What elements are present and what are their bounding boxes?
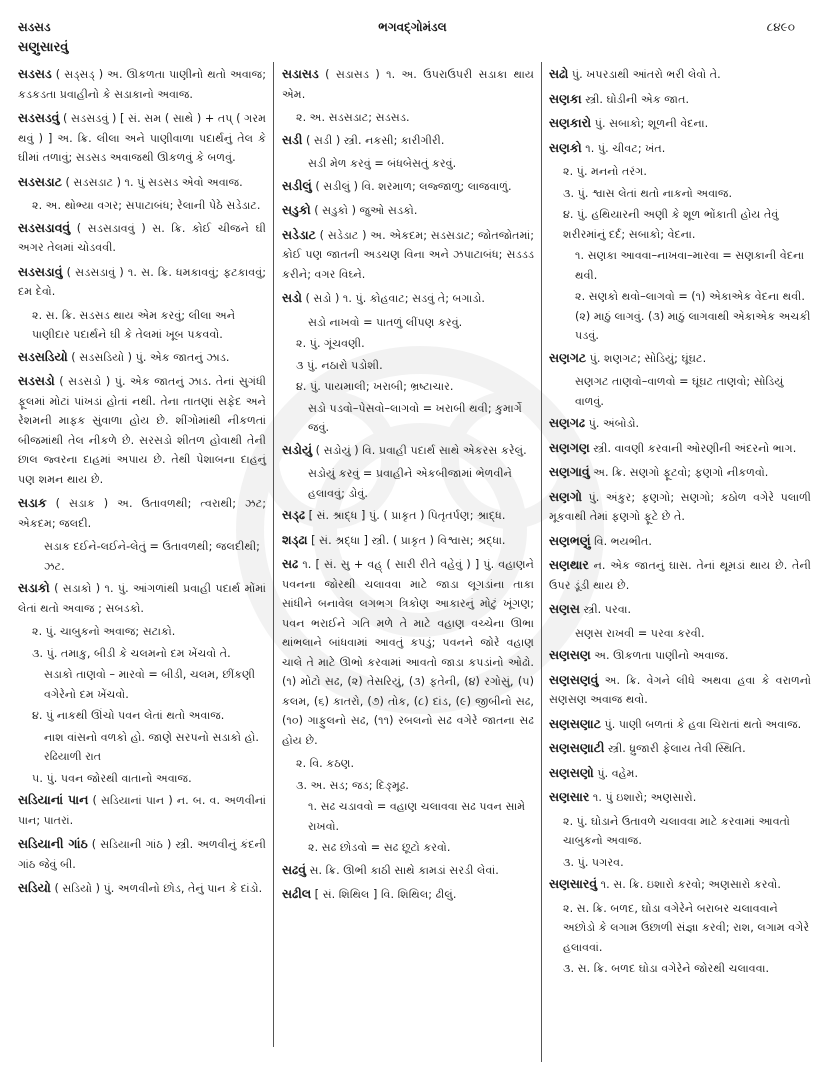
definition-text: સડી મેળ કરવું = બંધબેસતું કરવું. (308, 157, 457, 170)
dictionary-entry (549, 787, 811, 808)
page-number: ૮૪૯૦ (766, 20, 795, 34)
dictionary-entry (549, 113, 811, 134)
dictionary-entry (549, 64, 811, 85)
definition-text: પું. સબાકો; શૂળની વેદના. (594, 117, 709, 130)
definition-text: ( સડ્સડ્ ) અ. ઊકળતા પાણીનો થતો અવાજ; કડકડતા પ્રવાહીનો કે સડાકાનો અવાજ. (18, 68, 266, 101)
phrase-example (282, 154, 534, 174)
definition-text: ( સડસડિયો ) પું. એક જાતનું ઝાડ. (71, 350, 230, 364)
phrase-example (282, 464, 534, 503)
definition-text: ૪. પું. પાયમાલી; ખરાબી; ભ્રષ્ટાચાર. (296, 380, 454, 393)
headword: સણગણ (549, 439, 590, 455)
headword: સણસણ (549, 647, 591, 662)
definition-text: ( સડિયાની ગાંઠ ) સ્ત્રી. અળવીનું કંદની ગાંઠ જેવું બી. (18, 838, 266, 871)
definition-text: ૩ પું. નઠારો પડોશી. (296, 358, 383, 372)
column-divider (273, 62, 274, 1047)
dictionary-entry (282, 176, 534, 197)
sub-sense (549, 162, 811, 182)
dictionary-entry (282, 860, 534, 881)
column-1 (18, 64, 266, 1063)
definition-text: ૧. સઢ ચડાવવો = વહાણ ચલાવવા સઢ પવન સામે રાખવો. (308, 800, 526, 833)
headword: સડાક (18, 495, 47, 510)
definition-text: સડાકો તાણવો – મારવો = બીડી, ચલમ, છીંકણી વગેરેનો દમ ખેંચવો. (44, 668, 256, 701)
definition-text: ( સડસડાટ ) ૧. પું સડસડ એવો અવાજ. (65, 175, 243, 189)
definition-text: ( સડાકો ) ૧. પું. આંગળાંથી પ્રવાહી પદાર્થ મોંમાં લેતાં થતો અવાજ ; સબડકો. (18, 582, 266, 615)
headword: સણકા (549, 90, 582, 106)
sub-sense (282, 108, 534, 128)
definition-text: ૫. પું. પવન જોરથી વાતાનો અવાજ. (32, 771, 192, 785)
definition-text: સડોયું કરવું = પ્રવાહીને એકબીજામાં ભેળવીને હલાવવું; ડોવું. (308, 467, 512, 500)
headword: સડસડાટ (18, 173, 62, 189)
dictionary-entry (18, 878, 266, 899)
sub-sense (282, 334, 534, 354)
headword: સડસડાવવું (18, 219, 71, 235)
definition-text: અ. ઊકળતા પાણીનો અવાજ. (594, 649, 729, 662)
definition-text: પું. શણગટ; સોડિયું; ઘૂંઘટ. (589, 351, 707, 365)
dictionary-entry (18, 371, 266, 489)
headword: સણગઢ (549, 415, 586, 430)
dictionary-entry (18, 172, 266, 193)
headword: સણકો (549, 139, 582, 155)
definition-text: ૩. અ. સડ; જડ; દિઙ્મૂઢ. (296, 778, 409, 792)
definition-text: [ સં. શ્રાદ્ધ ] પું. ( પ્રાકૃત ) પિતૃતર્પણ; શ્રાદ્ધ. (308, 509, 506, 522)
definition-text: ૧. સ. ક્રિ. ઇશારો કરવો; અણસારો કરવો. (600, 878, 781, 891)
headword: સડુકો (282, 202, 311, 217)
headword: સણસણવું (549, 671, 599, 687)
phrase-example (282, 313, 534, 333)
definition-text: પું. અંકુર; ફણગો; સણગો; કઠોળ વગેરે પલાળી મૂકવાથી તેમાં ફણગો ફૂટે છે તે. (549, 490, 811, 523)
phrase-example (549, 287, 811, 346)
sub-sense (549, 205, 811, 244)
column-3 (549, 64, 811, 1063)
definition-text: ૧. પું ઇશારો; અણસારો. (592, 791, 697, 804)
headword: સડેડાટ (282, 226, 316, 242)
definition-text: ૨. સઢ છોડવો = સઢ છૂટો કરવો. (308, 841, 451, 854)
headword: સડિયો (18, 880, 51, 895)
definition-text: ( સડો ) ૧. પું. કોહવાટ; સડવું તે; બગાડો. (305, 292, 485, 305)
definition-text: ૨. અ. સડસડાટ; સડસડ. (296, 111, 410, 124)
page-header (0, 12, 825, 55)
definition-text: ૪. પું. હથિયારની અણી કે શૂળ ભોંકાતી હોય તેવું શરીરમાંનું દર્દ; સબાકો; વેદના. (563, 208, 779, 241)
definition-text: ૨. સ. ક્રિ. સડસડ થાય એમ કરવું; લીલા અને પાણીદાર પદાર્થને ઘી કે તેલમાં ખૂબ પકવવો. (32, 308, 236, 341)
dictionary-entry (18, 790, 266, 830)
headword: સડિયાની ગાંઠ (18, 836, 88, 851)
headword: સણસણાટી (549, 740, 605, 755)
dictionary-entry (282, 130, 534, 151)
definition-text: ૩. પું. શ્વાસ લેતાં થતો નાકનો અવાજ. (563, 186, 733, 200)
headword: સણસણાટ (549, 715, 601, 731)
definition-text: ૧. સણકા આવવા–નાખવા–મારવા = સણકાની વેદના થવી. (575, 249, 805, 282)
sub-sense (18, 644, 266, 664)
dictionary-entry (18, 64, 266, 104)
definition-text: ( સડીલું ) વિ. શરમાળ; લજ્જાળુ; લાજવાળું. (315, 179, 512, 193)
definition-text: સડાક દઈને-લઈને-લેતું = ઉતાવળથી; જલદીથી; ઝટ. (44, 540, 260, 573)
dictionary-entry (549, 438, 811, 459)
phrase-example (282, 838, 534, 858)
definition-text: ( સડાક ) અ. ઉતાવળથી; ત્વરાથી; ઝટ; એકદમ; જલદી. (18, 497, 267, 530)
dictionary-entry (549, 670, 811, 710)
dictionary-entry (549, 531, 811, 552)
sub-sense (549, 899, 811, 958)
sub-sense (549, 812, 811, 851)
headword: સડીલું (282, 177, 312, 193)
definition-text: અ. ક્રિ. વેગને લીધે અથવા હવા કે વરાળનો સણસણ અવાજ થવો. (549, 673, 812, 706)
headword: સડાસડ (282, 66, 319, 81)
headword: સણગો (549, 488, 582, 504)
headword: સડિયાનાં પાન (18, 792, 89, 807)
dictionary-entry (549, 738, 811, 759)
dictionary-entry (549, 413, 811, 434)
headword: સડસડ (18, 66, 52, 81)
dictionary-entry (282, 225, 534, 285)
headword: સડો (282, 290, 302, 305)
headword: સડ્ઢ (282, 507, 305, 522)
definition-text: ૪. પું નાકથી ઊંચો પવન લેતાં થતો અવાજ. (32, 709, 225, 722)
definition-text: ( સડુકો ) જુઓ સડકો. (314, 204, 418, 217)
sub-sense (18, 196, 266, 216)
dictionary-entry (282, 884, 534, 905)
headword: સડસડવું (18, 110, 60, 125)
definition-text: ૨. પું. ચાબુકનો અવાજ; સટાકો. (32, 625, 176, 638)
definition-text: સ્ત્રી. વાવણી કરવાની ઓરણીની અંદરનો ભાગ. (593, 441, 797, 455)
sub-sense (18, 706, 266, 726)
headword: સડાકો (18, 580, 50, 595)
dictionary-entry (18, 347, 266, 368)
definition-text: ૨. પું. મનનો તરંગ. (563, 165, 647, 178)
dictionary-entry (549, 487, 811, 527)
dictionary-entry (282, 554, 534, 750)
definition-text: ( સડેડાટ ) અ. એકદમ; સડસડાટ; જોતજોતમાં; કોઈ પણ જાતની અડચણ વિના અને ઝપાટાબંધ; સડડડ કરીને; વગર વિઘ્ને. (282, 228, 534, 281)
headword: સડસડો (18, 373, 55, 388)
definition-text: પું. વહેમ. (597, 766, 639, 780)
header-last-word: સણુસારવું (18, 40, 69, 55)
definition-text: વિ. ભયભીત. (594, 534, 652, 548)
dictionary-entry (549, 714, 811, 735)
definition-text: સ્ત્રી. ઘોડીની એક જાત. (585, 92, 690, 106)
dictionary-entry (549, 599, 811, 620)
headword: સણગટ (549, 349, 587, 365)
headword: સઢ (282, 556, 299, 571)
definition-text: પું. ખપરડાથી આંતરો ભરી લેવો તે. (571, 68, 721, 81)
sub-sense (282, 356, 534, 376)
definition-text: ( સડિયો ) પું. અળવીનો છોડ, તેનું પાન કે દાંડો. (54, 882, 263, 895)
dictionary-entry (549, 763, 811, 784)
dictionary-entry (18, 834, 266, 874)
headword: સઢવું (282, 861, 306, 877)
dictionary-entry (282, 530, 534, 551)
dictionary-entry (18, 262, 266, 302)
definition-text: ૨. પું. ઘોડાને ઉતાવળે ચલાવવા માટે કરવામાં આવતો ચાબુકનો અવાજ. (563, 814, 790, 847)
sub-sense (18, 306, 266, 345)
definition-text: ૩. પું. તમાકુ, બીડી કે ચલમનો દમ ખેંચવો તે. (32, 646, 231, 660)
sub-sense (18, 622, 266, 642)
definition-text: ૨. પું. ગૂંચવણી. (296, 337, 365, 350)
sub-sense (549, 184, 811, 204)
definition-text: સડો નાખવો = પાતળું લીંપણ કરવું. (308, 315, 463, 329)
dictionary-entry (549, 462, 811, 483)
sub-sense (18, 769, 266, 789)
headword: સડોયું (282, 441, 313, 457)
headword: સણસ (549, 601, 580, 616)
dictionary-entry (18, 108, 266, 168)
dictionary-entry (282, 440, 534, 461)
phrase-example (18, 537, 266, 576)
definition-text: ( સડી ) સ્ત્રી. નકસી; કારીગીરી. (305, 133, 445, 147)
definition-text: ૧. પું. ચીવટ; ખંત. (585, 141, 666, 155)
phrase-example (18, 665, 266, 704)
definition-text: સડો પડવો–પેસવો–લાગવો = ખરાબી થવી; કુમાર્ગે જવું. (308, 401, 522, 434)
definition-text: ૨. સણકો થવો–લાગવો = (૧) એકાએક વેદના થવી. (૨) માઠું લાગવું. (૩) માઠું લાગવાથી એકાએક અચકી પડવું. (575, 290, 811, 342)
definition-text: અ. ક્રિ. સણગો ફૂટવો; ફણગો નીકળવો. (593, 466, 769, 479)
headword: સડસડાવું (18, 263, 63, 279)
dictionary-entry (549, 348, 811, 369)
definition-text: ( સડાસડ ) ૧. અ. ઉપરાઉપરી સડાકા થાય એમ. (282, 68, 534, 101)
dictionary-entry (282, 288, 534, 309)
column-2 (282, 64, 534, 1063)
dictionary-entry (18, 578, 266, 618)
dictionary-entry (549, 138, 811, 159)
definition-text: સણસ રાખવી = પરવા કરવી. (575, 626, 705, 640)
definition-text: ( સડસડવું ) [ સં. સમ ( સાથે ) + તપ્ ( ગરમ થવું ) ] અ. ક્રિ. લીલા અને પાણીવાળા પદાર્થનું તેલ કે ઘીમાં તળાવું; સડસડ અવાજથી ઊકળવું કે બળવું. (18, 112, 267, 164)
headword: સણથાર (549, 557, 589, 572)
sub-sense (282, 776, 534, 796)
headword: સડી (282, 131, 303, 147)
definition-text: ૨. સ. ક્રિ. બળદ, ઘોડા વગેરેને બરાબર ચલાવવાને અછોડો કે લગામ ઉછાળી સંજ્ઞા કરવી; રાશ, લગામ વગેરે હલાવવાં. (563, 901, 810, 954)
sub-sense (549, 853, 811, 873)
dictionary-entry (18, 493, 266, 533)
definition-text: ૨. વિ. કઠણ. (296, 757, 355, 770)
book-title: ભગવદ્ગોમંડલ (378, 20, 447, 34)
definition-text: ( સડસડાવવું ) સ. ક્રિ. કોઈ ચીજને ઘી અગર તેલમાં ચોડવવી. (18, 221, 267, 254)
definition-text: પું. પાણી બળતાં કે હવા ચિરાતાં થતો અવાજ. (604, 717, 802, 731)
phrase-example (549, 246, 811, 285)
dictionary-entry (549, 89, 811, 110)
sub-sense (282, 377, 534, 397)
definition-text: [ સં. શ્રદ્ધા ] સ્ત્રી. ( પ્રાકૃત ) વિશ્વાસ; શ્રદ્ધા. (311, 533, 506, 547)
dictionary-entry (282, 200, 534, 221)
definition-text: ૨. અ. થોભ્યા વગર; સપાટાબંધ; રેલાની પેઠે સડેડાટ. (32, 199, 261, 212)
dictionary-entry (18, 218, 266, 258)
headword: સણગાવું (549, 464, 590, 479)
definition-text: ન. એક જાતનું ઘાસ. તેનાં થૂમડાં થાય છે. તેની ઉપર ડૂંડી થાય છે. (549, 559, 811, 592)
definition-text: ૩. પું. પગરવ. (563, 855, 624, 869)
headword: સડસડિયો (18, 348, 68, 364)
phrase-example (282, 797, 534, 836)
definition-text: ( સડોયું ) વિ. પ્રવાહી પદાર્થ સાથે એકરસ કરેલું. (315, 443, 527, 457)
header-first-word: સડસડ (18, 20, 51, 34)
definition-text: ૧. [ સં. સુ + વહ્ ( સારી રીતે વહેવું ) ] પું. વહાણને પવનના જોરથી ચલાવવા માટે જાડા લૂગડાંના તાકા સાંધીને બનાવેલ લગભગ ત્રિકોણ આકારનું મોટું ખૂંગણ; પવન ભરાઈને ગતિ મળે તે માટે વહાણ વચ્ચેના ઊભા થાંભલાને બાંધવામાં આવતું કપડું; પવનને જોરે વહાણ ચાલે તે માટે ઊભો કરવામાં આવતો જાડા કપડાંનો ઓઢો. (૧) મોટો સઢ, (૨) તેસરિયું, (૩) ફતેની, (૪) રગોસું, (૫) કલમ, (૬) કાતરો, (૭) તોક, (૮) દાંડ, (૯) જીબીનો સઢ, (૧૦) ગાફુલનો સઢ, (૧૧) રબલનો સઢ વગેરે જાતના સઢ હોય છે. (282, 558, 534, 747)
dictionary-entry (549, 874, 811, 895)
definition-text: ( સડસડાવું ) ૧. સ. ક્રિ. ધમકાવવું; ફટકાવવું; દમ દેવો. (18, 265, 267, 298)
phrase-example (282, 399, 534, 438)
dictionary-entry (282, 505, 534, 526)
definition-text: [ સં. શિથિલ ] વિ. શિથિલ; ઢીલું. (314, 888, 457, 901)
dictionary-entry (549, 555, 811, 595)
headword: સણસારવું (549, 876, 598, 891)
definition-text: સ્ત્રી. પરવા. (583, 603, 632, 616)
dictionary-entry (549, 645, 811, 666)
column-divider (541, 62, 542, 1062)
headword: શડ્ઢા (282, 531, 308, 547)
definition-text: સ. ક્રિ. ઊભી કાઠી સાથે કામડાં સરડી લેવાં. (309, 863, 499, 877)
definition-text: સ્ત્રી. ધ્રુજારી ફેલાય તેવી સ્થિતિ. (608, 742, 746, 755)
definition-text: ( સડિયાનાં પાન ) ન. બ. વ. અળવીનાં પાન; પાતરાં. (18, 794, 267, 827)
definition-text: સણગટ તાણવો–વાળવો = ઘૂંઘટ તાણવો; સોડિયું વાળવું. (575, 375, 784, 408)
headword: સણકારો (549, 115, 592, 130)
phrase-example (549, 372, 811, 411)
headword: સણસણો (549, 764, 594, 780)
headword: સઢીલ (282, 886, 312, 901)
definition-text: ( સડસડો ) પું. એક જાતનું ઝાડ. તેનાં સુગંધી ફૂલમાં મોટાં પાંખડાં હોતાં નથી. તેના તાતણાં સફેદ અને રેશમની માફક સુંવાળા હોય છે. શીંગોમાંથી નીકળતાં બીજમાંથી તેલ નીકળે છે. સરસડો શીતળ હોવાથી તેની છાલ જ્વરના દાહમાં અપાય છે. તેથી પેશાબના દાહનું પણ શમન થાય છે. (18, 375, 266, 486)
headword: સણભણું (549, 532, 591, 548)
sub-sense (282, 754, 534, 774)
sub-sense (549, 959, 811, 979)
headword: સણસાર (549, 789, 590, 804)
dictionary-entry (282, 64, 534, 104)
headword: સઢો (549, 66, 569, 81)
definition-text: પું. અંબોડો. (588, 417, 640, 430)
definition-text: ૩. સ. ક્રિ. બળદ ઘોડા વગેરેને જોરથી ચલાવવા. (563, 962, 770, 975)
definition-text: નાશ વાંસનો વળકો હો. જાણે સરપનો સડાકો હો. રઢિયાળી રાત (44, 730, 259, 763)
phrase-example (18, 728, 266, 767)
phrase-example (549, 624, 811, 644)
